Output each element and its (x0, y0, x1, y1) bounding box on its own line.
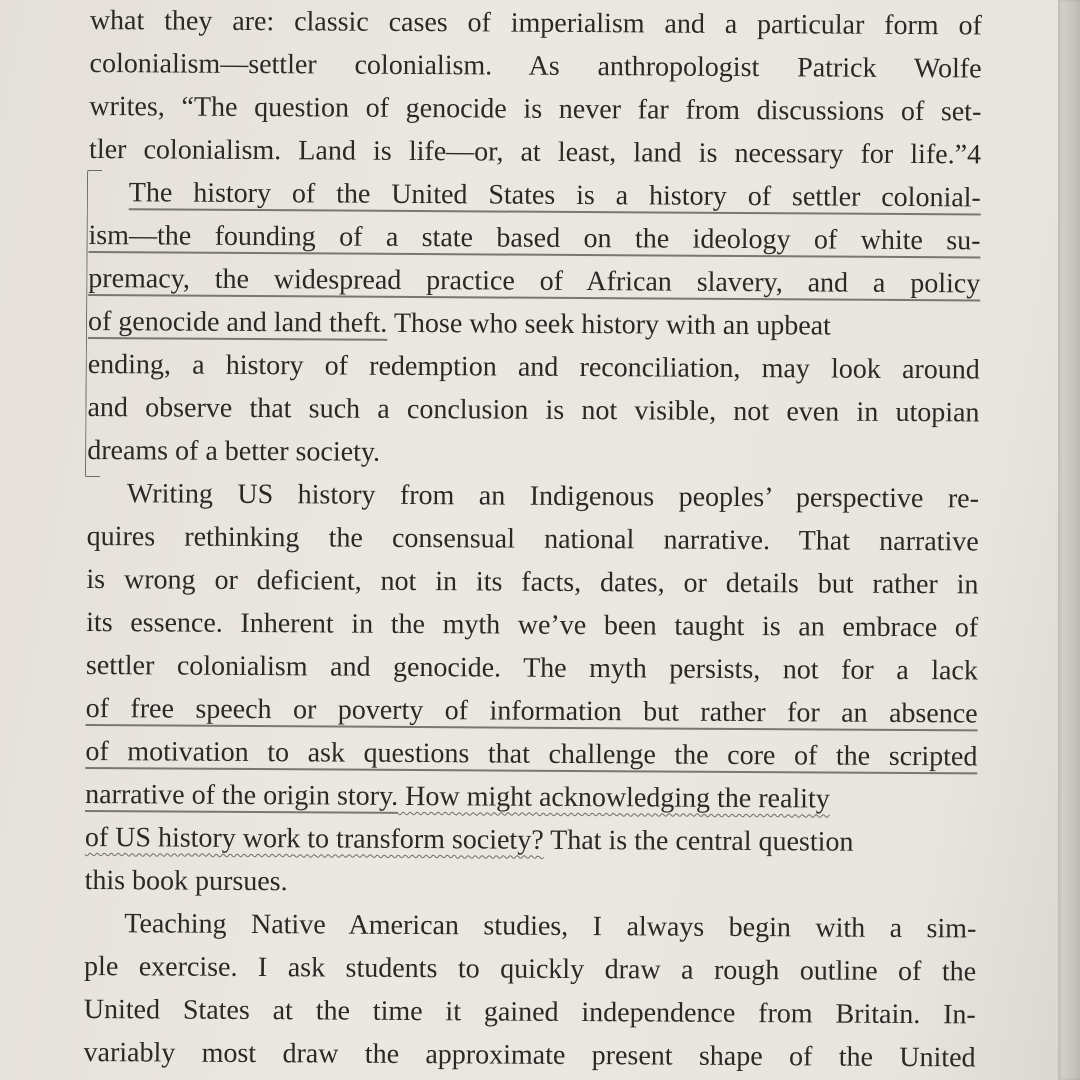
text-line (85, 778, 977, 817)
wavy-underlined-text: How might acknowledging the reality (398, 780, 830, 815)
text-line: settler colonialism and genocide. The myth persists, not for a lack (85, 649, 979, 687)
underlined-text: narrative of the origin story. (85, 778, 399, 812)
text-line: dreams of a better society. (87, 434, 381, 468)
text-line: Writing US history from an Indigenous peoples’ perspective re- (126, 478, 980, 515)
text-line (129, 176, 981, 215)
underlined-text: premacy, the widespread practice of African slavery, and a policy (88, 262, 981, 300)
text-line: and observe that such a conclusion is not visible, not even in utopian (87, 391, 980, 429)
underlined-text: ism—the founding of a state based on the ideology of white su- (88, 219, 981, 257)
text-line: what they are: classic cases of imperialism and a particular form of (89, 4, 982, 42)
text-line: ple exercise. I ask students to quickly draw a rough outline of the (84, 950, 977, 988)
text-line: ending, a history of redemption and reconciliation, may look around (87, 348, 980, 386)
text-line (85, 821, 977, 860)
text-line (88, 305, 980, 344)
text-line: tler colonialism. Land is life—or, at least, land is necessary for life.”4 (88, 133, 982, 171)
text-line (88, 262, 980, 301)
wavy-underlined-text: of US history work to transform society? (84, 821, 544, 856)
text-line: its essence. Inherent in the myth we’ve been taught is an embrace of (86, 606, 979, 644)
text-span: Those who seek history with an upbeat (387, 307, 831, 342)
underlined-text: of free speech or poverty of information but rather for an absence (85, 692, 978, 730)
text-line: is wrong or deficient, not in its facts, dates, or details but rather in (86, 563, 979, 601)
page-text (83, 0, 985, 1080)
text-line (86, 692, 978, 731)
text-line: variably most draw the approximate present shape of the United (83, 1036, 976, 1074)
text-line: writes, “The question of genocide is never far from discussions of set- (89, 90, 982, 128)
underlined-text: The history of the United States is a history of settler colonial- (128, 177, 981, 214)
text-line: United States at the time it gained independence from Britain. In- (83, 993, 976, 1031)
text-span: That is the central question (543, 824, 854, 858)
text-line: this book pursues. (84, 864, 288, 898)
underlined-text: of motivation to ask questions that challenge the core of the scripted (85, 735, 978, 773)
text-line (88, 219, 980, 258)
text-line: Teaching Native American studies, I always begin with a sim- (124, 908, 977, 945)
text-line: quires rethinking the consensual national narrative. That narrative (86, 520, 979, 558)
page-edge (1058, 0, 1080, 1080)
text-line (85, 735, 977, 774)
text-line: colonialism—settler colonialism. As anthropologist Patrick Wolfe (89, 47, 982, 85)
underlined-text: of genocide and land theft. (87, 305, 388, 339)
